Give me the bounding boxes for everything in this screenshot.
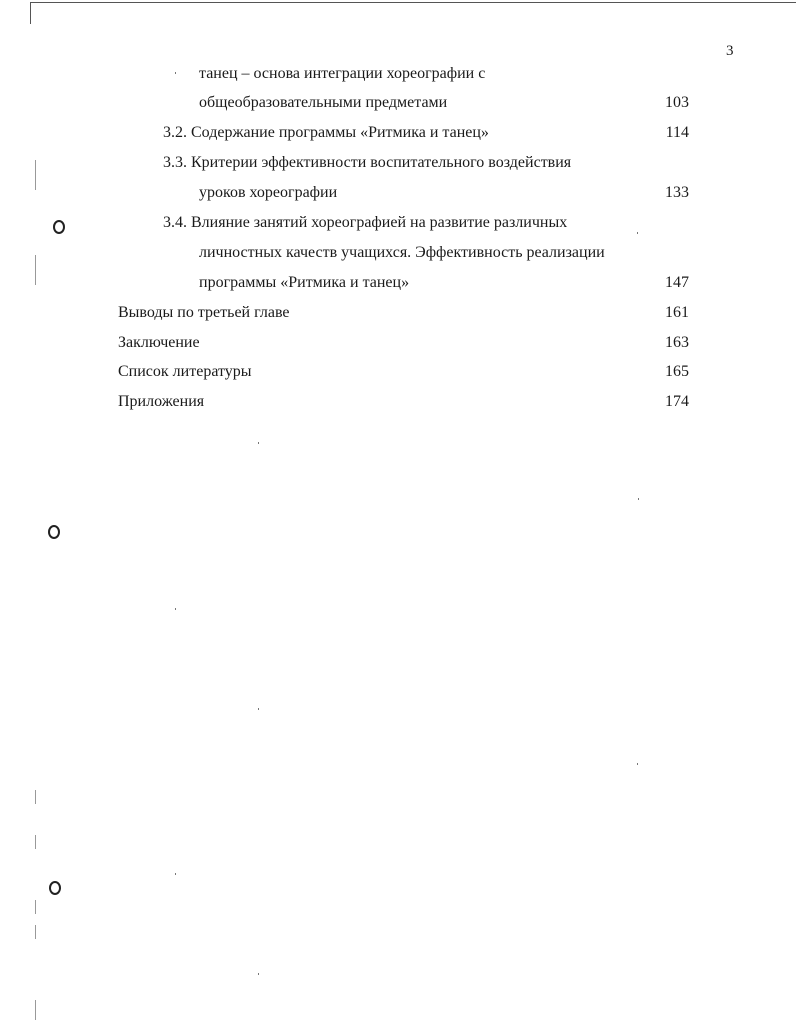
toc-page-number: 163 [665, 334, 689, 351]
toc-page-number: 147 [665, 274, 689, 291]
scan-speck [258, 442, 259, 444]
scan-border-top [30, 2, 796, 3]
margin-mark [35, 790, 36, 804]
toc-entry-text: программы «Ритмика и танец» [199, 274, 410, 291]
scan-speck [175, 72, 176, 74]
margin-mark [35, 835, 36, 849]
toc-page-number: 161 [665, 304, 689, 321]
toc-entry-text: общеобразовательными предметами [199, 94, 448, 111]
margin-mark [35, 160, 36, 190]
scan-speck [175, 873, 176, 875]
margin-mark [35, 1000, 36, 1020]
toc-entry-text: 3.3. Критерии эффективности воспитательного воздействия [163, 154, 572, 171]
toc-page-number: 114 [665, 124, 689, 141]
scan-speck [638, 498, 639, 500]
scan-speck [258, 973, 259, 975]
toc-entry-text: Список литературы [118, 363, 252, 380]
toc-page-number: 133 [665, 184, 689, 201]
scan-speck [637, 763, 638, 765]
toc-entry-text: 3.4. Влияние занятий хореографией на развитие различных [163, 214, 568, 231]
toc-entry-text: Заключение [118, 334, 200, 351]
toc-entry-text: Выводы по третьей главе [118, 304, 290, 321]
scan-speck [258, 708, 259, 710]
scan-speck [175, 608, 176, 610]
binding-hole-icon [49, 881, 61, 895]
toc-entry-text: танец – основа интеграции хореографии с [199, 65, 486, 82]
toc-page-number: 165 [665, 363, 689, 380]
toc-entry-text: личностных качеств учащихся. Эффективность реализации [199, 244, 605, 261]
toc-entry-text: Приложения [118, 393, 205, 410]
binding-hole-icon [48, 525, 60, 539]
binding-hole-icon [53, 220, 65, 234]
margin-mark [35, 255, 36, 285]
toc-entry-text: уроков хореографии [199, 184, 338, 201]
toc-page-number: 103 [665, 94, 689, 111]
margin-mark [35, 900, 36, 914]
scan-border-left [30, 2, 31, 24]
page-number: 3 [726, 43, 734, 59]
margin-mark [35, 925, 36, 939]
scan-speck [637, 232, 638, 234]
toc-entry-text: 3.2. Содержание программы «Ритмика и танец» [163, 124, 489, 141]
toc-page-number: 174 [665, 393, 689, 410]
